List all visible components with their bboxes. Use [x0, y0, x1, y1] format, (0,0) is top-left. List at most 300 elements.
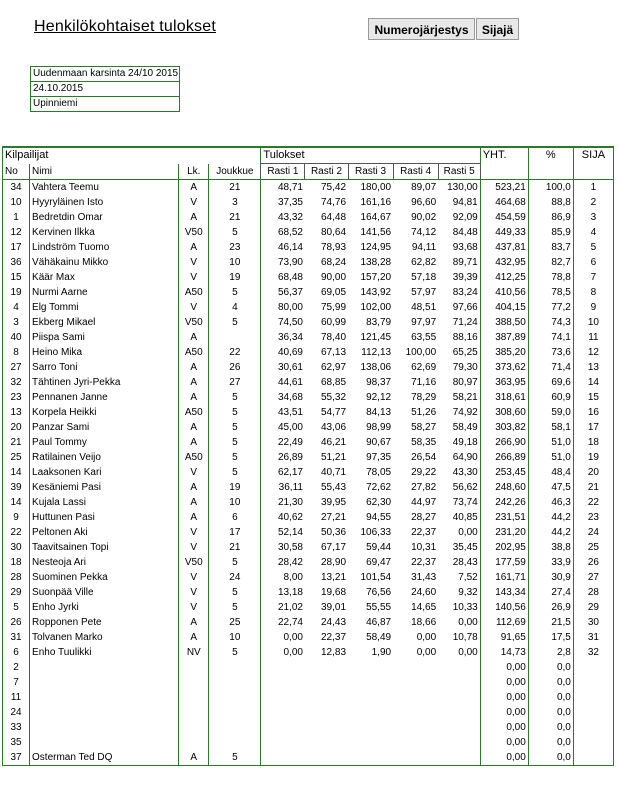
cell-rasti-3: 59,44	[366, 542, 392, 553]
cell-sija	[573, 675, 613, 690]
cell-joukkue	[209, 690, 261, 705]
cell-rasti-3: 84,13	[366, 407, 392, 418]
cell-rasti-3: 94,55	[366, 512, 392, 523]
cell-sija	[573, 735, 613, 750]
cell-lk: V	[179, 600, 209, 615]
cell-pct: 69,6	[528, 375, 573, 390]
cell-no: 34	[3, 180, 30, 196]
cell-joukkue: 22	[209, 345, 261, 360]
cell-no: 7	[3, 675, 30, 690]
cell-rasti-4	[393, 720, 438, 735]
cell-nimi: Ropponen Pete	[30, 615, 179, 630]
cell-yht: 0,00	[480, 750, 528, 766]
cell-rasti-4: 63,55	[411, 332, 437, 343]
cell-rasti-4: 29,22	[411, 467, 437, 478]
cell-rasti-2: 24,43	[321, 617, 347, 628]
cell-no: 21	[3, 435, 30, 450]
cell-no: 4	[3, 300, 30, 315]
cell-joukkue: 21	[209, 210, 261, 225]
cell-pct: 0,0	[528, 675, 573, 690]
table-row	[3, 660, 614, 675]
cell-pct: 82,7	[528, 255, 573, 270]
cell-rasti-2: 78,40	[321, 332, 347, 343]
cell-no: 25	[3, 450, 30, 465]
cell-yht: 464,68	[480, 195, 528, 210]
cell-nimi: Enho Jyrki	[30, 600, 179, 615]
cell-sija: 17	[573, 420, 613, 435]
cell-rasti-2: 75,42	[321, 182, 347, 193]
cell-nimi: Nesteoja Ari	[30, 555, 179, 570]
cell-lk: V50	[179, 315, 209, 330]
cell-pct: 78,5	[528, 285, 573, 300]
cell-no: 24	[3, 705, 30, 720]
cell-joukkue: 21	[209, 540, 261, 555]
cell-yht: 140,56	[480, 600, 528, 615]
cell-no: 5	[3, 600, 30, 615]
cell-rasti-3	[348, 705, 393, 720]
cell-nimi: Sarro Toni	[30, 360, 179, 375]
cell-rasti-4: 18,66	[411, 617, 437, 628]
cell-rasti-1: 0,00	[261, 630, 305, 645]
cell-yht: 0,00	[480, 735, 528, 750]
cell-pct: 47,5	[528, 480, 573, 495]
cell-rasti-4: 48,51	[411, 302, 437, 313]
cell-rasti-2	[305, 735, 348, 750]
cell-joukkue: 5	[209, 750, 261, 766]
cell-sija: 9	[573, 300, 613, 315]
header-rasti-3: Rasti 3	[348, 164, 393, 180]
cell-rasti-3	[348, 675, 393, 690]
cell-rasti-2: 39,01	[321, 602, 347, 613]
cell-joukkue: 5	[209, 420, 261, 435]
cell-joukkue	[209, 660, 261, 675]
cell-rasti-5: 56,62	[452, 482, 478, 493]
cell-rasti-2: 67,17	[321, 542, 347, 553]
cell-rasti-5: 39,39	[452, 272, 478, 283]
cell-rasti-2: 22,37	[321, 632, 347, 643]
cell-rasti-5	[438, 750, 480, 766]
cell-sija: 19	[573, 450, 613, 465]
cell-rasti-4: 26,54	[411, 452, 437, 463]
cell-lk: A50	[179, 450, 209, 465]
cell-rasti-1	[261, 690, 305, 705]
header-sija-blank	[573, 164, 613, 180]
cell-rasti-4: 62,69	[411, 362, 437, 373]
cell-rasti-5: 49,18	[452, 437, 478, 448]
cell-rasti-5: 89,71	[452, 257, 478, 268]
cell-yht: 373,62	[480, 360, 528, 375]
cell-sija: 13	[573, 360, 613, 375]
cell-rasti-3: 112,13	[361, 347, 392, 358]
cell-rasti-5	[438, 660, 480, 675]
cell-pct: 71,4	[528, 360, 573, 375]
cell-yht: 253,45	[480, 465, 528, 480]
cell-rasti-3: 138,28	[360, 257, 392, 268]
cell-nimi: Heino Mika	[30, 345, 179, 360]
cell-rasti-4: 62,82	[411, 257, 437, 268]
cell-rasti-4: 57,18	[411, 272, 437, 283]
cell-rasti-2: 67,13	[321, 347, 347, 358]
cell-rasti-2: 46,21	[321, 437, 347, 448]
cell-sija: 31	[573, 630, 613, 645]
cell-joukkue: 5	[209, 645, 261, 660]
cell-rasti-4	[393, 750, 438, 766]
cell-yht: 0,00	[480, 720, 528, 735]
cell-rasti-5: 83,24	[452, 287, 478, 298]
cell-lk: A	[179, 180, 209, 196]
cell-lk: V	[179, 540, 209, 555]
cell-nimi	[30, 735, 179, 750]
header-pct-blank	[528, 164, 573, 180]
cell-lk: V	[179, 570, 209, 585]
cell-rasti-5: 92,09	[452, 212, 478, 223]
cell-rasti-3: 121,45	[360, 332, 392, 343]
cell-rasti-5: 80,97	[452, 377, 478, 388]
cell-rasti-3: 62,30	[366, 497, 392, 508]
cell-rasti-5: 35,45	[452, 542, 478, 553]
table-row	[3, 645, 614, 660]
cell-rasti-3: 101,54	[360, 572, 392, 583]
cell-lk: V	[179, 465, 209, 480]
cell-rasti-3: 92,12	[366, 392, 392, 403]
cell-sija: 24	[573, 525, 613, 540]
cell-nimi: Hyyryläinen Isto	[30, 195, 179, 210]
cell-nimi: Panzar Sami	[30, 420, 179, 435]
cell-no: 30	[3, 540, 30, 555]
cell-rasti-4	[393, 735, 438, 750]
results-table	[2, 146, 614, 766]
cell-lk: V	[179, 255, 209, 270]
cell-rasti-5: 97,66	[452, 302, 478, 313]
cell-nimi: Kujala Lassi	[30, 495, 179, 510]
cell-rasti-4: 57,97	[411, 287, 437, 298]
cell-rasti-4: 100,00	[405, 347, 437, 358]
cell-rasti-1: 68,48	[261, 270, 305, 285]
cell-yht: 231,20	[480, 525, 528, 540]
cell-no: 32	[3, 375, 30, 390]
table-row	[3, 255, 614, 270]
cell-rasti-3: 124,95	[360, 242, 392, 253]
cell-sija: 29	[573, 600, 613, 615]
cell-rasti-5: 93,68	[452, 242, 478, 253]
cell-rasti-3: 138,06	[360, 362, 392, 373]
cell-rasti-5: 130,00	[447, 182, 478, 193]
cell-nimi	[30, 675, 179, 690]
cell-rasti-2: 55,32	[321, 392, 347, 403]
cell-rasti-3: 161,16	[360, 197, 392, 208]
cell-rasti-4: 14,65	[411, 602, 437, 613]
cell-lk: V	[179, 195, 209, 210]
cell-rasti-1: 21,02	[261, 600, 305, 615]
cell-no: 19	[3, 285, 30, 300]
cell-no: 15	[3, 270, 30, 285]
cell-rasti-5	[438, 720, 480, 735]
cell-lk: A	[179, 480, 209, 495]
cell-joukkue	[209, 720, 261, 735]
cell-rasti-1: 62,17	[261, 465, 305, 480]
cell-rasti-1: 22,74	[261, 615, 305, 630]
table-row	[3, 585, 614, 600]
cell-rasti-5	[438, 690, 480, 705]
table-row	[3, 270, 614, 285]
cell-rasti-1: 48,71	[261, 180, 305, 196]
cell-joukkue: 4	[209, 300, 261, 315]
cell-joukkue: 5	[209, 450, 261, 465]
cell-rasti-5	[438, 735, 480, 750]
cell-joukkue: 17	[209, 525, 261, 540]
cell-lk: A	[179, 360, 209, 375]
cell-yht: 143,34	[480, 585, 528, 600]
cell-sija: 18	[573, 435, 613, 450]
cell-rasti-1: 21,30	[261, 495, 305, 510]
table-row	[3, 315, 614, 330]
cell-rasti-4: 71,16	[411, 377, 437, 388]
cell-yht: 412,25	[480, 270, 528, 285]
cell-rasti-2: 40,71	[321, 467, 347, 478]
cell-pct: 59,0	[528, 405, 573, 420]
cell-nimi: Ekberg Mikael	[30, 315, 179, 330]
cell-rasti-1: 0,00	[261, 645, 305, 660]
cell-no: 28	[3, 570, 30, 585]
cell-rasti-1: 52,14	[261, 525, 305, 540]
cell-pct: 0,0	[528, 750, 573, 766]
cell-rasti-5: 28,43	[452, 557, 478, 568]
cell-nimi: Käär Max	[30, 270, 179, 285]
cell-yht: 388,50	[480, 315, 528, 330]
table-row	[3, 375, 614, 390]
table-row	[3, 690, 614, 705]
table-row	[3, 180, 614, 196]
cell-joukkue	[209, 675, 261, 690]
cell-rasti-2: 68,85	[321, 377, 347, 388]
cell-rasti-4	[393, 660, 438, 675]
table-row	[3, 525, 614, 540]
cell-joukkue: 10	[209, 630, 261, 645]
cell-joukkue: 27	[209, 375, 261, 390]
cell-pct: 74,3	[528, 315, 573, 330]
cell-no: 27	[3, 360, 30, 375]
cell-pct: 85,9	[528, 225, 573, 240]
table-row	[3, 210, 614, 225]
cell-rasti-5: 64,90	[452, 452, 478, 463]
cell-yht: 0,00	[480, 690, 528, 705]
cell-rasti-2	[305, 675, 348, 690]
cell-joukkue: 5	[209, 585, 261, 600]
sort-by-rank-button[interactable]: Sijajä	[476, 18, 519, 40]
event-location: Upinniemi	[31, 96, 179, 111]
cell-rasti-2: 80,64	[321, 227, 347, 238]
cell-rasti-3: 98,37	[366, 377, 392, 388]
cell-joukkue: 5	[209, 405, 261, 420]
cell-joukkue: 24	[209, 570, 261, 585]
cell-nimi: Suominen Pekka	[30, 570, 179, 585]
cell-rasti-2: 78,93	[321, 242, 347, 253]
cell-rasti-1: 46,14	[261, 240, 305, 255]
cell-rasti-4: 10,31	[411, 542, 437, 553]
cell-no: 11	[3, 690, 30, 705]
cell-yht: 404,15	[480, 300, 528, 315]
table-row	[3, 570, 614, 585]
cell-yht: 449,33	[480, 225, 528, 240]
cell-nimi: Suonpää Ville	[30, 585, 179, 600]
cell-joukkue	[209, 330, 261, 345]
cell-nimi: Vahtera Teemu	[30, 180, 179, 196]
cell-joukkue: 6	[209, 510, 261, 525]
cell-sija: 28	[573, 585, 613, 600]
cell-rasti-4: 0,00	[416, 647, 437, 658]
cell-sija: 7	[573, 270, 613, 285]
cell-pct: 51,0	[528, 435, 573, 450]
cell-no: 22	[3, 525, 30, 540]
cell-rasti-1: 56,37	[261, 285, 305, 300]
cell-nimi: Paul Tommy	[30, 435, 179, 450]
cell-rasti-4: 90,02	[411, 212, 437, 223]
cell-no: 33	[3, 720, 30, 735]
cell-joukkue: 5	[209, 390, 261, 405]
cell-rasti-3: 58,49	[366, 632, 392, 643]
cell-yht: 266,89	[480, 450, 528, 465]
cell-rasti-3: 78,05	[366, 467, 392, 478]
cell-rasti-2: 39,95	[321, 497, 347, 508]
cell-sija: 2	[573, 195, 613, 210]
cell-rasti-2: 55,43	[321, 482, 347, 493]
table-row	[3, 510, 614, 525]
cell-rasti-4: 78,29	[411, 392, 437, 403]
header-lk: Lk.	[179, 164, 209, 180]
cell-rasti-2	[305, 660, 348, 675]
header-rasti-4: Rasti 4	[393, 164, 438, 180]
cell-pct: 21,5	[528, 615, 573, 630]
header-yht: YHT.	[480, 147, 528, 164]
cell-lk: A	[179, 495, 209, 510]
cell-rasti-3: 141,56	[360, 227, 392, 238]
cell-rasti-1	[261, 735, 305, 750]
cell-rasti-2: 28,90	[321, 557, 347, 568]
cell-rasti-5	[438, 675, 480, 690]
cell-nimi: Nurmi Aarne	[30, 285, 179, 300]
cell-rasti-1	[261, 750, 305, 766]
cell-sija	[573, 705, 613, 720]
cell-rasti-2: 43,06	[321, 422, 347, 433]
cell-sija: 11	[573, 330, 613, 345]
cell-rasti-1: 13,18	[261, 585, 305, 600]
cell-rasti-1: 73,90	[261, 255, 305, 270]
cell-pct: 83,7	[528, 240, 573, 255]
cell-lk: A	[179, 630, 209, 645]
cell-lk: A	[179, 615, 209, 630]
sort-by-number-button[interactable]: Numerojärjestys	[368, 18, 475, 40]
cell-rasti-1: 44,61	[261, 375, 305, 390]
cell-rasti-5: 71,24	[452, 317, 478, 328]
cell-nimi: Pennanen Janne	[30, 390, 179, 405]
cell-nimi: Bedretdin Omar	[30, 210, 179, 225]
cell-yht: 242,26	[480, 495, 528, 510]
header-pct: %	[528, 147, 573, 164]
cell-pct: 77,2	[528, 300, 573, 315]
cell-yht: 303,82	[480, 420, 528, 435]
cell-sija: 5	[573, 240, 613, 255]
cell-rasti-1	[261, 675, 305, 690]
cell-rasti-3: 72,62	[366, 482, 392, 493]
cell-sija: 20	[573, 465, 613, 480]
table-row	[3, 615, 614, 630]
table-row	[3, 675, 614, 690]
table-row	[3, 480, 614, 495]
cell-pct: 74,1	[528, 330, 573, 345]
cell-sija: 32	[573, 645, 613, 660]
cell-lk	[179, 735, 209, 750]
cell-nimi: Osterman Ted DQ	[30, 750, 179, 766]
cell-rasti-1: 36,11	[261, 480, 305, 495]
cell-rasti-5: 74,92	[452, 407, 478, 418]
cell-no: 2	[3, 660, 30, 675]
cell-nimi: Taavitsainen Topi	[30, 540, 179, 555]
event-date: 24.10.2015	[31, 81, 179, 96]
cell-lk	[179, 675, 209, 690]
cell-yht: 177,59	[480, 555, 528, 570]
cell-joukkue: 5	[209, 285, 261, 300]
table-row	[3, 600, 614, 615]
cell-pct: 26,9	[528, 600, 573, 615]
header-sija: SIJA	[573, 147, 613, 164]
table-row	[3, 555, 614, 570]
cell-no: 14	[3, 465, 30, 480]
cell-rasti-1	[261, 720, 305, 735]
cell-joukkue: 25	[209, 615, 261, 630]
cell-no: 18	[3, 555, 30, 570]
cell-pct: 0,0	[528, 690, 573, 705]
cell-lk: A50	[179, 285, 209, 300]
cell-rasti-5: 10,78	[452, 632, 478, 643]
table-row	[3, 360, 614, 375]
cell-rasti-2: 19,68	[321, 587, 347, 598]
cell-yht: 202,95	[480, 540, 528, 555]
cell-rasti-2: 27,21	[321, 512, 347, 523]
cell-no: 13	[3, 405, 30, 420]
cell-yht: 248,60	[480, 480, 528, 495]
cell-rasti-2: 74,76	[321, 197, 347, 208]
cell-rasti-3: 102,00	[360, 302, 392, 313]
cell-joukkue: 5	[209, 435, 261, 450]
cell-nimi: Korpela Heikki	[30, 405, 179, 420]
cell-yht: 523,21	[480, 180, 528, 196]
cell-lk: A	[179, 330, 209, 345]
cell-rasti-3: 164,67	[360, 212, 392, 223]
cell-sija	[573, 750, 613, 766]
cell-nimi: Elg Tommi	[30, 300, 179, 315]
cell-pct: 78,8	[528, 270, 573, 285]
cell-joukkue	[209, 735, 261, 750]
cell-pct: 17,5	[528, 630, 573, 645]
table-row	[3, 465, 614, 480]
cell-no: 35	[3, 735, 30, 750]
cell-rasti-3: 1,90	[371, 647, 392, 658]
cell-pct: 27,4	[528, 585, 573, 600]
cell-rasti-1	[261, 660, 305, 675]
cell-pct: 46,3	[528, 495, 573, 510]
cell-rasti-1: 22,49	[261, 435, 305, 450]
table-row	[3, 405, 614, 420]
cell-sija: 10	[573, 315, 613, 330]
cell-joukkue: 5	[209, 600, 261, 615]
cell-yht: 363,95	[480, 375, 528, 390]
cell-yht: 385,20	[480, 345, 528, 360]
cell-rasti-5: 73,74	[452, 497, 478, 508]
cell-pct: 0,0	[528, 660, 573, 675]
cell-sija: 6	[573, 255, 613, 270]
cell-sija: 12	[573, 345, 613, 360]
cell-rasti-2	[305, 720, 348, 735]
